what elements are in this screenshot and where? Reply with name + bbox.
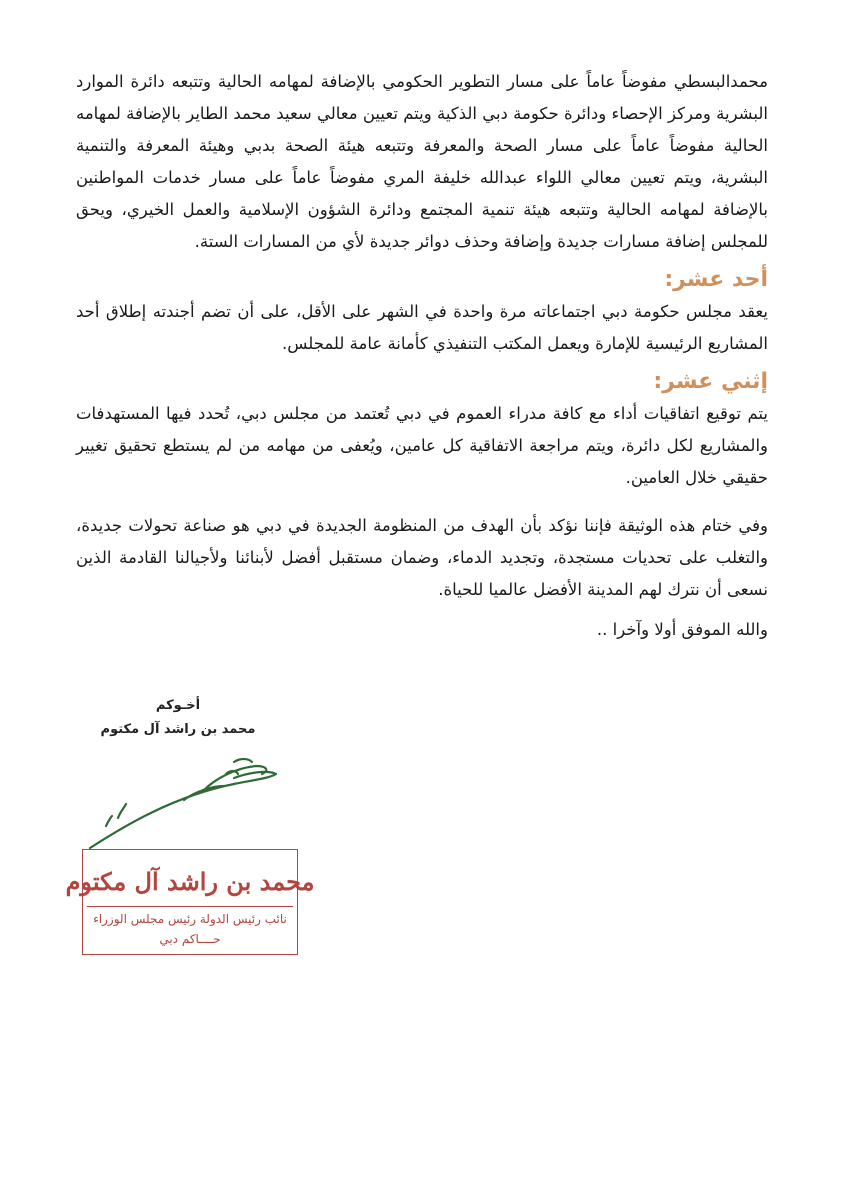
conclusion-paragraph: وفي ختام هذه الوثيقة فإننا نؤكد بأن الهدف من المنظومة الجديدة في دبي هو صناعة تحولات جديدة، والتغلب على تحديات مستجدة، وتجديد الدماء، وضمان مستقبل أفضل لأبنائنا ولأجيالنا القادمة الذين نسعى أن نترك لهم المدينة الأفضل عالميا للحياة.: [76, 516, 768, 599]
section-12-heading: إثني عشر:: [653, 369, 768, 394]
handwritten-signature: [84, 756, 304, 852]
section-11-text: يعقد مجلس حكومة دبي اجتماعاته مرة واحدة في الشهر على الأقل، على أن تضم أجندته إطلاق أحد المشاريع الرئيسية للإمارة ويعمل المكتب التنفيذي كأمانة عامة للمجلس.: [76, 302, 768, 353]
stamp-title: نائب رئيس الدولة رئيس مجلس الوزراء: [93, 912, 287, 926]
spacer: [76, 494, 768, 510]
calligraphic-name-logo: [65, 854, 315, 904]
stamp-divider: [87, 906, 293, 907]
signature-label: أخـوكم: [155, 698, 201, 713]
official-stamp: [65, 849, 315, 955]
signature-block: [96, 694, 260, 742]
section-11-heading: أحد عشر:: [664, 267, 768, 292]
signatory-name: محمد بن راشد آل مكتوم: [100, 722, 256, 737]
closing-line: والله الموفق أولا وآخرا ..: [596, 620, 768, 639]
section-12-text: يتم توقيع اتفاقيات أداء مع كافة مدراء العموم في دبي تُعتمد من مجلس دبي، تُحدد فيها المستهدفات والمشاريع لكل دائرة، ويتم مراجعة الاتفاقية كل عامين، ويُعفى من مهامه من لم يستطع تحقيق تغيير حقيقي خلال العامين.: [76, 404, 768, 487]
intro-paragraph: محمدالبسطي مفوضاً عاماً على مسار التطوير الحكومي بالإضافة لمهامه الحالية وتتبعه دائرة الموارد البشرية ومركز الإحصاء ودائرة حكومة دبي الذكية ويتم تعيين معالي سعيد محمد الطاير بالإضافة لمهامه الحالية مفوضاً عاماً على مسار الصحة والمعرفة وتتبعه هيئة الصحة بدبي وهيئة المعرفة والتنمية البشرية، ويتم تعيين معالي اللواء عبدالله خليفة المري مفوضاً عاماً على مسار خدمات المواطنين بالإضافة لمهامه الحالية وتتبعه هيئة تنمية المجتمع ودائرة الشؤون الإسلامية والعمل الخيري، ويحق للمجلس إضافة مسارات جديدة وإضافة وحذف دوائر جديدة لأي من المسارات الستة.: [76, 72, 768, 251]
calligraphic-name-text: محمد بن راشد آل مكتوم: [65, 867, 315, 896]
stamp-subtitle: حــــاكم دبي: [159, 932, 221, 946]
document-body: [76, 66, 768, 646]
